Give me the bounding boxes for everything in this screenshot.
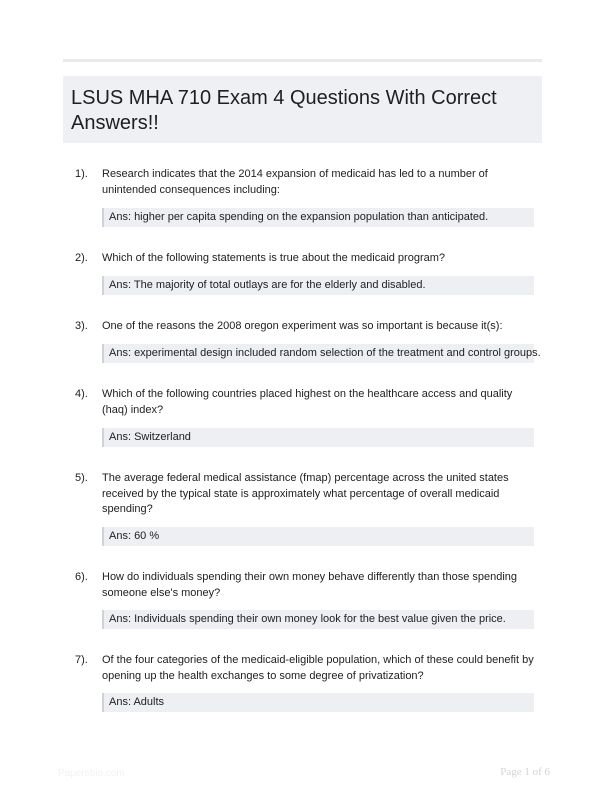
- question-text: How do individuals spending their own money behave differently than those spending someone else's money?: [102, 571, 518, 599]
- question-number: 3).: [75, 320, 88, 332]
- question-number: 2).: [75, 252, 88, 264]
- question-text: Research indicates that the 2014 expansion of medicaid has led to a number of unintended consequences including:: [102, 168, 488, 196]
- question-number: 4).: [75, 388, 88, 400]
- question-text: Which of the following countries placed highest on the healthcare access and quality (haq) index?: [102, 388, 513, 416]
- answer-box: Ans: The majority of total outlays are for the elderly and disabled.: [102, 276, 534, 295]
- question-number: 1).: [75, 168, 88, 180]
- answer-box: Ans: Adults: [102, 693, 534, 712]
- question-text: The average federal medical assistance (fmap) percentage across the united states received by the typical state is approximately what percentage of overall medicaid spending?: [102, 472, 509, 515]
- answer-box: Ans: 60 %: [102, 527, 534, 546]
- answer-box: Ans: Individuals spending their own money look for the best value given the price.: [102, 610, 534, 629]
- question-text: One of the reasons the 2008 oregon experiment was so important is because it(s):: [102, 320, 503, 332]
- question-number: 5).: [75, 472, 88, 484]
- answer-box: Ans: experimental design included random selection of the treatment and control groups.: [102, 344, 534, 363]
- answer-box: Ans: Switzerland: [102, 428, 534, 447]
- question-number: 6).: [75, 571, 88, 583]
- page-title: LSUS MHA 710 Exam 4 Questions With Correct Answers!!: [71, 87, 497, 134]
- page-number: Page 1 of 6: [500, 766, 550, 778]
- watermark-text: Papersbio.com: [58, 768, 125, 779]
- question-text: Of the four categories of the medicaid-eligible population, which of these could benefit by opening up the health exchanges to some degree of privatization?: [102, 654, 534, 682]
- question-number: 7).: [75, 654, 88, 666]
- answer-box: Ans: higher per capita spending on the expansion population than anticipated.: [102, 208, 534, 227]
- question-text: Which of the following statements is true about the medicaid program?: [102, 252, 446, 264]
